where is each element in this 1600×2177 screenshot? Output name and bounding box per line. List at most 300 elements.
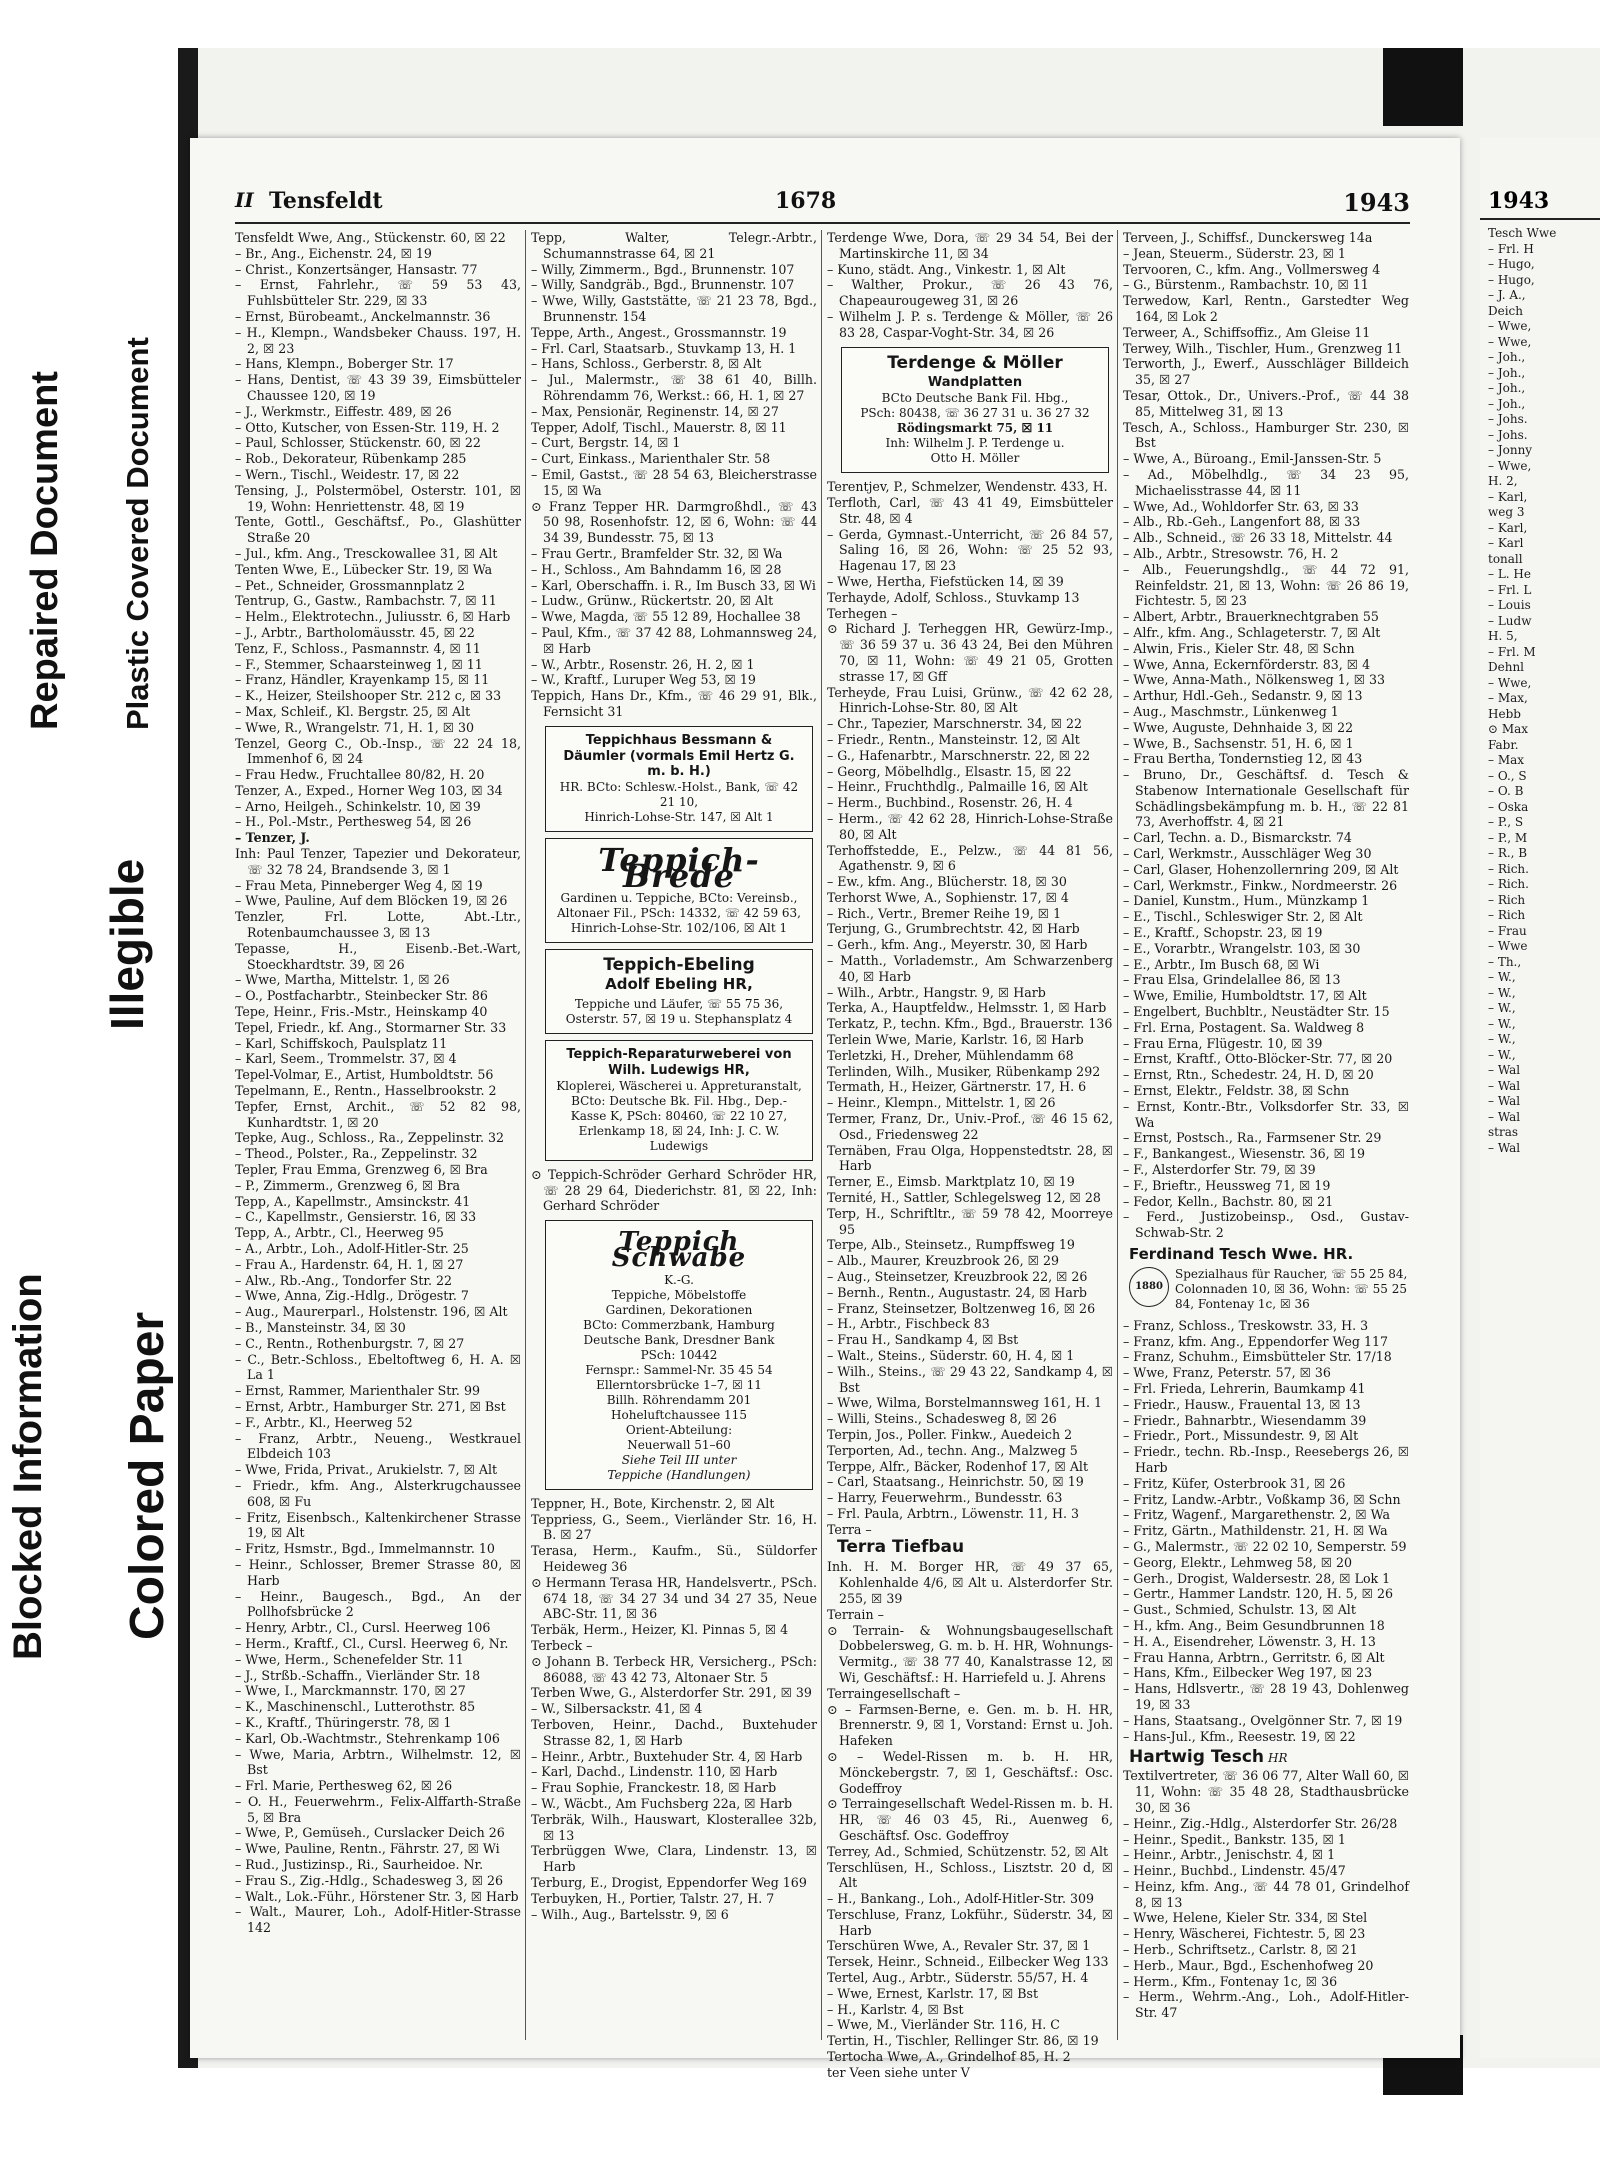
directory-entry: – Herb., Schriftsetz., Carlstr. 8, ☒ 21 [1123, 1942, 1358, 1958]
directory-entry: – Herm., Wehrm.-Ang., Loh., Adolf-Hitler-Str. 47 [1123, 1989, 1409, 2021]
directory-entry: – Wwe, [1488, 334, 1532, 349]
directory-entry: – G., Hafenarbtr., Marschnerstr. 22, ☒ 22 [827, 747, 1091, 763]
directory-entry: – C., Betr.-Schloss., Ebeltoftweg 6, H. A. ☒ La 1 [235, 1351, 521, 1383]
directory-entry: Terben Wwe, G., Alsterdorfer Str. 291, ☒ 39 [531, 1685, 812, 1701]
directory-entry: Tertocha Wwe, A., Grindelhof 85, H. 2 [827, 2049, 1071, 2065]
directory-entry: – Georg, Elektr., Lehmweg 58, ☒ 20 [1123, 1554, 1353, 1570]
directory-entry: – B., Mansteinstr. 34, ☒ 30 [235, 1319, 406, 1335]
directory-entry: – Ew., kfm. Ang., Blücherstr. 18, ☒ 30 [827, 874, 1067, 890]
directory-entry: – Friedr., Hausw., Frauental 13, ☒ 13 [1123, 1396, 1361, 1412]
directory-entry: Terburg, E., Drogist, Eppendorfer Weg 169 [531, 1874, 807, 1890]
directory-entry: – Albert, Arbtr., Brauerknechtgraben 55 [1123, 609, 1379, 625]
directory-entry: – R., B [1488, 846, 1528, 860]
directory-entry: – P., Zimmerm., Grenzweg 6, ☒ Bra [235, 1177, 460, 1193]
entry-list [827, 479, 1113, 1537]
directory-entry: – C., Rentn., Rothenburgstr. 7, ☒ 27 [235, 1335, 465, 1351]
directory-entry: – Frau Gertr., Bramfelder Str. 32, ☒ Wa [531, 545, 783, 561]
directory-entry: – Wwe, Helene, Kieler Str. 334, ☒ Stel [1123, 1910, 1368, 1926]
directory-entry: Tepp, A., Kapellmstr., Amsinckstr. 41 [235, 1193, 471, 1209]
directory-entry: – Heinr., Baugesch., Bgd., An der Pollhofsbrücke 2 [235, 1588, 521, 1620]
directory-entry: – Hans, Hdlsvertr., ☏ 28 19 43, Dohlenweg 19, ☒ 33 [1123, 1681, 1409, 1712]
adjacent-page-sliver [1480, 138, 1600, 2058]
directory-entry: – Franz, Steinsetzer, Boltzenweg 16, ☒ 26 [827, 1300, 1096, 1316]
directory-entry: – Ernst, Fahrlehr., ☏ 59 53 43, Fuhlsbütteler Str. 229, ☒ 33 [235, 277, 521, 309]
directory-entry: Tenz, F., Schloss., Pasmannstr. 4, ☒ 11 [235, 640, 481, 656]
label-blocked-information: Blocked Information [6, 1273, 50, 1660]
column-2 [531, 230, 817, 2040]
directory-entry: – Gerh., kfm. Ang., Meyerstr. 30, ☒ Harb [827, 937, 1088, 953]
ad-subtitle: Adolf Ebeling HR, [605, 975, 753, 994]
directory-entry: – Rich [1488, 908, 1526, 922]
directory-entry: – Herm., Kraftf., Cl., Cursl. Heerweg 6, Nr. [235, 1635, 509, 1651]
directory-entry: – Johs. [1488, 412, 1528, 426]
directory-entry: – Frl. H [1488, 241, 1534, 256]
directory-entry: – Bruno, Dr., Geschäftsf. d. Tesch & Stabenow Internationale Gesellschaft für Schädlingsbekämpfung m. b. H., ☏ 22 81 73, Averhoffstr. 4, ☒ 21 [1123, 767, 1409, 830]
directory-entry: Terentjev, P., Schmelzer, Wendenstr. 433, H. [827, 479, 1108, 495]
directory-entry: – Hans, Staatsang., Ovelgönner Str. 7, ☒ 19 [1123, 1712, 1403, 1728]
directory-entry: – K., Maschinenschl., Lutterothstr. 85 [235, 1699, 476, 1715]
directory-entry: Ternité, H., Sattler, Schlegelsweg 12, ☒ 28 [827, 1190, 1101, 1206]
directory-entry: – Carl, Werkmstr., Finkw., Nordmeerstr. 26 [1123, 877, 1398, 893]
directory-entry: – Frau Hedw., Fruchtallee 80/82, H. 20 [235, 767, 485, 783]
directory-entry: Terfloth, Carl, ☏ 43 41 49, Eimsbütteler Str. 48, ☒ 4 [827, 494, 1113, 526]
directory-entry: – K., Kraftf., Thüringerstr. 78, ☒ 1 [235, 1714, 452, 1730]
directory-entry: – O., Postfacharbtr., Steinbecker Str. 86 [235, 988, 488, 1004]
directory-entry: tonall [1488, 551, 1523, 566]
entry-list [531, 1496, 817, 1923]
directory-entry: – Wwe, Franz, Peterstr. 57, ☒ 36 [1123, 1365, 1331, 1381]
directory-entry: – Heinz, kfm. Ang., ☏ 44 78 01, Grindelhof 8, ☒ 13 [1123, 1878, 1409, 1910]
directory-entry: – Chr., Tapezier, Marschnerstr. 34, ☒ 22 [827, 716, 1083, 732]
directory-entry: Tesch, A., Schloss., Hamburger Str. 230, ☒ Bst [1123, 419, 1409, 451]
directory-entry: Tepke, Aug., Schloss., Ra., Zeppelinstr. 32 [235, 1130, 505, 1146]
directory-entry: – Friedr., techn. Rb.-Insp., Reesebergs 26, ☒ Harb [1123, 1444, 1409, 1475]
directory-entry: – Curt, Bergstr. 14, ☒ 1 [531, 435, 681, 451]
directory-entry: – Br., Ang., Eichenstr. 24, ☒ 19 [235, 245, 432, 261]
directory-entry: Terkatz, P., techn. Kfm., Bgd., Brauerstr. 136 [827, 1016, 1113, 1032]
directory-entry: – Ernst, Rtn., Schedestr. 24, H. D, ☒ 20 [1123, 1067, 1374, 1083]
directory-entry: – Wwe, [1488, 675, 1532, 690]
directory-entry: Terweer, A., Schiffsoffiz., Am Gleise 11 [1123, 324, 1371, 340]
directory-page [190, 138, 1460, 2080]
directory-entry: – W., [1488, 1032, 1516, 1046]
directory-entry: – Herm., Kfm., Fontenay 1c, ☒ 36 [1123, 1973, 1338, 1989]
directory-entry: ⊙ – Farmsen-Berne, e. Gen. m. b. H. HR, Brennerstr. 9, ☒ 1, Vorstand: Ernst u. Joh. Hafeken [827, 1701, 1113, 1749]
directory-entry: – E., Tischl., Schleswiger Str. 2, ☒ Alt [1123, 909, 1363, 925]
ad-title: Hartwig Tesch [1129, 1747, 1264, 1768]
ad-subtitle: Wandplatten [927, 375, 1023, 391]
ad-logo-text: Teppich Schwabe [611, 1227, 747, 1274]
directory-entry: – Ernst, Arbtr., Hamburger Str. 271, ☒ Bst [235, 1398, 506, 1414]
directory-entry: – Franz, Arbtr., Neueng., Westkrauel Elbdeich 103 [235, 1430, 521, 1462]
directory-entry: – Th., [1488, 954, 1522, 969]
directory-entry: – Daniel, Kunstm., Hum., Münzkamp 1 [1123, 893, 1370, 909]
directory-entry: – Wwe, A., Büroang., Emil-Janssen-Str. 5 [1123, 451, 1382, 467]
directory-entry: – Alwin, Fris., Kieler Str. 48, ☒ Schn [1123, 640, 1355, 656]
directory-entry: – Georg, Möbelhdlg., Elsastr. 15, ☒ 22 [827, 763, 1072, 779]
ad-line: Inh: Wilhelm J. P. Terdenge u. [885, 436, 1065, 451]
directory-entry: Terschüren Wwe, A., Revaler Str. 37, ☒ 1 [827, 1938, 1091, 1954]
directory-entry: – Aug., Maschmstr., Lünkenweg 1 [1123, 703, 1339, 719]
directory-entry: – Wern., Tischl., Weidestr. 17, ☒ 22 [235, 466, 460, 482]
directory-entry: – Frau Bertha, Tondernstieg 12, ☒ 43 [1123, 751, 1363, 767]
directory-entry: – Wwe, Frida, Privat., Arukielstr. 7, ☒ Alt [235, 1462, 498, 1478]
directory-entry: Terner, E., Eimsb. Marktplatz 10, ☒ 19 [827, 1174, 1075, 1190]
column-3 [827, 230, 1113, 2080]
ad-ebeling [545, 949, 813, 1035]
directory-entry: – Heinr., Arbtr., Jenischstr. 4, ☒ 1 [1123, 1847, 1336, 1863]
ad-line: Fernspr.: Sammel-Nr. 35 45 54 [585, 1362, 773, 1377]
ad-line: Hoheluftchaussee 115 [611, 1407, 747, 1422]
directory-entry: – Carl, Staatsang., Heinrichstr. 50, ☒ 19 [827, 1474, 1084, 1490]
directory-entry: – Wwe, Pauline, Auf dem Blöcken 19, ☒ 26 [235, 893, 508, 909]
directory-entry: – Theod., Polster., Ra., Zeppelinstr. 32 [235, 1146, 478, 1162]
directory-entry: – Jean, Steuerm., Süderstr. 23, ☒ 1 [1123, 245, 1346, 261]
directory-entry: Ternäben, Frau Olga, Hoppenstedtstr. 28, ☒ Harb [827, 1142, 1113, 1174]
directory-entry: Tepler, Frau Emma, Grenzweg 6, ☒ Bra [235, 1162, 488, 1178]
directory-entry: – A., Arbtr., Loh., Adolf-Hitler-Str. 25 [235, 1241, 469, 1256]
ad-reparatur [545, 1040, 813, 1161]
directory-entry: – Aug., Steinsetzer, Kreuzbrook 22, ☒ 26 [827, 1269, 1088, 1285]
directory-entry: Termath, H., Heizer, Gärtnerstr. 17, H. 6 [827, 1079, 1087, 1095]
directory-entry: – Walt., Maurer, Loh., Adolf-Hitler-Strasse 142 [235, 1904, 521, 1936]
ad-title: Ferdinand Tesch Wwe. HR. [1129, 1245, 1354, 1263]
directory-entry: Tepasse, H., Eisenb.-Bet.-Wart, Stoeckhardtstr. 39, ☒ 26 [235, 940, 521, 972]
ad-line: Gardinen, Dekorationen [605, 1302, 753, 1317]
directory-entry: – Louis [1488, 598, 1531, 612]
directory-entry: – Wilh., Aug., Bartelsstr. 9, ☒ 6 [531, 1906, 729, 1922]
directory-entry: Terhayde, Adolf, Schloss., Stuvkamp 13 [827, 589, 1080, 605]
directory-entry: – Heinr., Arbtr., Buxtehuder Str. 4, ☒ Harb [531, 1748, 803, 1764]
directory-entry: – Fritz, Eisenbsch., Kaltenkirchener Strasse 19, ☒ Alt [235, 1509, 521, 1541]
directory-entry: ⊙ Johann B. Terbeck HR, Versicherg., PSch: 86088, ☏ 43 42 73, Altonaer Str. 5 [531, 1653, 817, 1685]
directory-entry: – Henry, Wäscherei, Fichtestr. 5, ☒ 23 [1123, 1926, 1366, 1942]
directory-entry: – Herm., Buchbind., Rosenstr. 26, H. 4 [827, 795, 1073, 811]
directory-entry: – Heinr., Klempn., Mittelstr. 1, ☒ 26 [827, 1095, 1056, 1111]
directory-entry: stras [1488, 1125, 1519, 1139]
directory-entry: – Ferd., Justizobeinsp., Osd., Gustav-Schwab-Str. 2 [1123, 1209, 1409, 1241]
directory-entry: – F., Alsterdorfer Str. 79, ☒ 39 [1123, 1162, 1316, 1178]
directory-entry: – Fritz, Küfer, Osterbrook 31, ☒ 26 [1123, 1475, 1346, 1491]
ad-ferdinand [1129, 1247, 1409, 1312]
directory-entry: – Aug., Maurerparl., Holstenstr. 196, ☒ Alt [235, 1304, 508, 1320]
directory-entry: – Wwe, Anna, Eckernförderstr. 83, ☒ 4 [1123, 656, 1371, 672]
directory-entry: – Ernst, Kraftf., Otto-Blöcker-Str. 77, ☒ 20 [1123, 1051, 1393, 1067]
directory-entry: – Jonny [1488, 443, 1533, 457]
directory-entry: – E., Vorarbtr., Wrangelstr. 103, ☒ 30 [1123, 940, 1361, 956]
directory-entry: – Frau Sophie, Franckestr. 18, ☒ Harb [531, 1780, 777, 1796]
directory-entry: – Wal [1488, 1063, 1521, 1077]
directory-entry: – Karl, Dachd., Lindenstr. 110, ☒ Harb [531, 1764, 778, 1780]
directory-entry: Terlein Wwe, Marie, Karlstr. 16, ☒ Harb [827, 1032, 1084, 1048]
directory-entry: – F., Bankangest., Wiesenstr. 36, ☒ 19 [1123, 1146, 1366, 1162]
directory-entry: – Paul, Kfm., ☏ 37 42 88, Lohmannsweg 24, ☒ Harb [531, 624, 817, 656]
ad-schwabe [545, 1220, 813, 1490]
directory-entry: – Wwe, Maria, Arbtrn., Wilhelmstr. 12, ☒ Bst [235, 1746, 521, 1778]
directory-entry: – W., Arbtr., Rosenstr. 26, H. 2, ☒ 1 [531, 656, 755, 672]
directory-entry: – Fritz, Gärtn., Mathildenstr. 21, H. ☒ Wa [1123, 1523, 1388, 1539]
directory-entry: ⊙ Terraingesellschaft Wedel-Rissen m. b. H. HR, ☏ 46 03 45, Ri., Auenweg 6, Geschäftsf. Osc. Godeffroy [827, 1796, 1113, 1843]
ad-line: Kloplerei, Wäscherei u. Appreturanstalt, BCto: Deutsche Bk. Fil. Hbg., Dep.-Kasse K, PSch: 80460, ☏ 22 10 27, Erlenkamp 18, ☒ 24, Inh: J. C. W. Ludewigs [556, 1078, 802, 1153]
directory-entry: – Rud., Justizinsp., Ri., Saurheidoe. Nr. [235, 1857, 484, 1873]
entry-list [531, 230, 817, 720]
ad-line: Ellerntorsbrücke 1–7, ☒ 11 [596, 1377, 762, 1392]
directory-entry: Terrain – [827, 1606, 884, 1622]
ad-terra-title: Terra Tiefbau [837, 1536, 965, 1557]
directory-entry: Terdenge Wwe, Dora, ☏ 29 34 54, Bei der Martinskirche 11, ☒ 34 [827, 230, 1113, 261]
directory-entry: – Franz, Händler, Krayenkamp 15, ☒ 11 [235, 672, 490, 688]
directory-entry: Tesar, Ottok., Dr., Univers.-Prof., ☏ 44 38 85, Mittelweg 31, ☒ 13 [1123, 387, 1409, 419]
directory-entry: Terhegen – [827, 605, 898, 621]
directory-entry: – J., Strßb.-Schaffn., Vierländer Str. 18 [235, 1667, 481, 1683]
directory-entry: Tervooren, C., kfm. Ang., Vollmersweg 4 [1123, 261, 1381, 277]
directory-entry: Terbrüggen Wwe, Clara, Lindenstr. 13, ☒ Harb [531, 1843, 817, 1875]
directory-entry: – Wal [1488, 1109, 1521, 1124]
directory-entry: – Wilhelm J. P. s. Terdenge & Möller, ☏ 26 83 28, Caspar-Voght-Str. 34, ☒ 26 [827, 308, 1113, 340]
directory-entry: – F., Arbtr., Kl., Heerweg 52 [235, 1414, 413, 1430]
directory-entry: – Heinr., Fruchthdlg., Palmaille 16, ☒ Alt [827, 779, 1088, 795]
ad-line: HR. BCto: Schlesw.-Holst., Bank, ☏ 42 21 10, [559, 780, 799, 810]
directory-entry: – Fritz, Landw.-Arbtr., Voßkamp 36, ☒ Schn [1123, 1491, 1401, 1507]
directory-entry: – Walther, Prokur., ☏ 26 43 76, Chapeaurougeweg 31, ☒ 26 [827, 277, 1113, 309]
directory-entry: – Joh., [1488, 365, 1526, 380]
directory-entry: – O., S [1488, 768, 1527, 783]
directory-entry: – W., Silbersackstr. 41, ☒ 4 [531, 1701, 703, 1717]
directory-entry: Hebb [1488, 706, 1521, 721]
directory-entry: – Bernh., Rentn., Augustastr. 24, ☒ Harb [827, 1284, 1087, 1300]
directory-entry: – Frl. Erna, Postagent. Sa. Waldweg 8 [1123, 1019, 1365, 1035]
directory-entry: – H., Schloss., Am Bahndamm 16, ☒ 28 [531, 561, 782, 577]
directory-entry: ⊙ – Wedel-Rissen m. b. H. HR, Mönckebergstr. 7, ☒ 1, Geschäftsf.: Osc. Godeffroy [827, 1748, 1113, 1796]
directory-entry: Tepp, A., Arbtr., Cl., Heerweg 95 [235, 1225, 444, 1241]
directory-entry: – Frl. Paula, Arbtrn., Löwenstr. 11, H. 3 [827, 1505, 1080, 1521]
directory-entry: – F., Brieftr., Heussweg 71, ☒ 19 [1123, 1177, 1331, 1193]
directory-entry: Teppe, Arth., Angest., Grossmannstr. 19 [531, 324, 787, 340]
directory-entry: – Franz, Schloss., Treskowstr. 33, H. 3 [1123, 1317, 1369, 1333]
redaction-block-top [1383, 48, 1463, 126]
directory-entry: – Wwe, Willy, Gaststätte, ☏ 21 23 78, Bgd., Brunnenstr. 154 [531, 293, 817, 324]
directory-entry: – Wwe, Ernest, Karlstr. 17, ☒ Bst [827, 1985, 1039, 2001]
directory-entry: – Engelbert, Buchbltr., Neustädter Str. 15 [1123, 1004, 1390, 1020]
directory-entry: – Ludw., Grünw., Rückertstr. 20, ☒ Alt [531, 593, 774, 609]
directory-entry: – Wwe [1488, 939, 1528, 953]
directory-entry: – Friedr., Port., Missundestr. 9, ☒ Alt [1123, 1428, 1359, 1444]
directory-entry: – Curt, Einkass., Marienthaler Str. 58 [531, 451, 771, 467]
directory-entry: – Wwe, B., Sachsenstr. 51, H. 6, ☒ 1 [1123, 735, 1354, 751]
directory-entry: ⊙ Richard J. Terheggen HR, Gewürz-Imp., ☏ 36 59 37 u. 36 43 24, Bei den Mühren 70, ☒ 11, Wohn: ☏ 49 21 05, Grotten strasse 17, ☒ Gff [827, 621, 1113, 684]
directory-entry: – Wwe, Anna, Zig.-Hdlg., Drögestr. 7 [235, 1288, 469, 1304]
ad-title: Teppich-Reparaturweberei von Wilh. Ludewigs HR, [566, 1047, 792, 1079]
directory-entry: Terporten, Ad., techn. Ang., Malzweg 5 [827, 1442, 1078, 1458]
directory-entry: – J. A., [1488, 288, 1526, 302]
directory-entry: – Otto, Kutscher, von Essen-Str. 119, H. 2 [235, 419, 500, 435]
column-rule [525, 230, 526, 2040]
directory-entry: Tepp, Walter, Telegr.-Arbtr., Schumannstrasse 64, ☒ 21 [531, 230, 817, 261]
directory-entry: – Wwe, Ad., Wohldorfer Str. 63, ☒ 33 [1123, 498, 1359, 514]
ad-line: Rödingsmarkt 75, ☒ 11 [896, 421, 1054, 436]
directory-entry: Tenzler, Frl. Lotte, Abt.-Ltr., Rotenbaumchaussee 3, ☒ 13 [235, 909, 521, 941]
entry-list [1123, 1768, 1409, 2021]
directory-entry: – Wwe, [1488, 319, 1532, 333]
directory-entry: Terlinden, Wilh., Musiker, Rübenkamp 292 [827, 1063, 1101, 1079]
directory-entry: – Ernst, Postsch., Ra., Farmsener Str. 29 [1123, 1130, 1382, 1146]
directory-entry: Terschluse, Franz, Lokführ., Süderstr. 34, ☒ Harb [827, 1906, 1113, 1938]
directory-entry: – Wal [1488, 1094, 1521, 1108]
directory-entry: Terjung, G., Grumbrechtstr. 42, ☒ Harb [827, 921, 1080, 937]
directory-entry: – Arthur, Hdl.-Geh., Sedanstr. 9, ☒ 13 [1123, 688, 1363, 704]
directory-entry: – G., Malermstr., ☏ 22 02 10, Semperstr. 59 [1123, 1538, 1407, 1554]
directory-entry: – K., Heizer, Steilshooper Str. 212 c, ☒ 33 [235, 688, 502, 704]
directory-entry: – Karl, [1488, 489, 1528, 504]
directory-entry: – Emil, Gastst., ☏ 28 54 63, Bleicherstrasse 15, ☒ Wa [531, 466, 817, 498]
ad-line: Orient-Abteilung: [625, 1422, 733, 1437]
directory-entry: – H., Klempn., Wandsbeker Chauss. 197, H. 2, ☒ 23 [235, 324, 521, 356]
directory-entry: ⊙ Hermann Terasa HR, Handelsvertr., PSch. 674 18, ☏ 34 27 34 und 34 27 35, Neue ABC-Str. 11, ☒ 36 [531, 1574, 817, 1622]
directory-entry: Terppe, Alfr., Bäcker, Rodenhof 17, ☒ Alt [827, 1458, 1089, 1474]
directory-entry: – L. He [1488, 567, 1531, 581]
directory-entry: Terpe, Alb., Steinsetz., Rumpffsweg 19 [827, 1237, 1075, 1253]
ad-hartwig [1129, 1747, 1409, 1768]
directory-entry: Inh: Paul Tenzer, Tapezier und Dekorateur, ☏ 32 78 24, Brandsende 3, ☒ 1 [235, 846, 521, 877]
directory-entry: Terheyde, Frau Luisi, Grünw., ☏ 42 62 28, Hinrich-Lohse-Str. 80, ☒ Alt [827, 684, 1113, 716]
directory-entry: – Frau Hanna, Arbtrn., Gerritstr. 6, ☒ Alt [1123, 1649, 1385, 1665]
column-rule [821, 230, 822, 2040]
directory-entry: Dehnl [1488, 660, 1525, 674]
directory-entry: Tente, Gottl., Geschäftsf., Po., Glashütter Straße 20 [235, 514, 521, 546]
directory-entry: Terwey, Wilh., Tischler, Hum., Grenzweg 11 [1123, 340, 1403, 356]
directory-entry: Terhoffstedde, E., Pelzw., ☏ 44 81 56, Agathenstr. 9, ☒ 6 [827, 842, 1113, 874]
directory-entry: – Helm., Elektrotechn., Juliusstr. 6, ☒ Harb [235, 609, 511, 625]
directory-entry: Tersek, Heinr., Schneid., Eilbecker Weg 133 [827, 1954, 1109, 1970]
directory-entry: – Rob., Dekorateur, Rübenkamp 285 [235, 451, 467, 467]
directory-entry: – Frau H., Sandkamp 4, ☒ Bst [827, 1332, 1019, 1348]
directory-entry: Teppich, Hans Dr., Kfm., ☏ 46 29 91, Blk., Fernsicht 31 [531, 688, 817, 719]
directory-entry: – Tenzer, J. [235, 830, 310, 846]
directory-entry: – Willy, Zimmerm., Bgd., Brunnenstr. 107 [531, 261, 795, 277]
ad-line: PSch: 10442 [640, 1347, 718, 1362]
directory-entry: – Herb., Maur., Bgd., Eschenhofweg 20 [1123, 1957, 1374, 1973]
ad-tag: HR [1268, 1751, 1288, 1766]
directory-entry: Terletzki, H., Dreher, Mühlendamm 68 [827, 1047, 1074, 1063]
page-header [235, 186, 1410, 224]
adjacent-page-year: 1943 [1480, 138, 1600, 220]
directory-entry: Terhorst Wwe, A., Sophienstr. 17, ☒ 4 [827, 889, 1069, 905]
directory-entry: Tepper, Adolf, Tischl., Mauerstr. 8, ☒ 11 [531, 419, 787, 435]
adjacent-page-lines [1480, 220, 1600, 1156]
directory-entry: – Christ., Konzertsänger, Hansastr. 77 [235, 261, 478, 277]
directory-entry: – Franz, Schuhm., Eimsbütteler Str. 17/18 [1123, 1349, 1392, 1365]
directory-entry: – Hugo, [1488, 272, 1535, 287]
directory-entry: – Wwe, Magda, ☏ 55 12 89, Hochallee 38 [531, 609, 801, 625]
directory-entry: – Pet., Schneider, Grossmannplatz 2 [235, 577, 465, 593]
column-rule [1117, 230, 1118, 2040]
directory-entry: – Gerh., Drogist, Waldersestr. 28, ☒ Lok 1 [1123, 1570, 1391, 1586]
directory-entry: – Franz, kfm. Ang., Eppendorfer Weg 117 [1123, 1333, 1388, 1349]
directory-entry: – Wilh., Arbtr., Hangstr. 9, ☒ Harb [827, 984, 1046, 1000]
directory-entry: – Alb., Arbtr., Stresowstr. 76, H. 2 [1123, 545, 1339, 561]
directory-entry: Tepe, Heinr., Fris.-Mstr., Heinskamp 40 [235, 1004, 488, 1020]
directory-entry: Terpin, Jos., Poller. Finkw., Auedeich 2 [827, 1426, 1073, 1442]
directory-entry: Tenzel, Georg C., Ob.-Insp., ☏ 22 24 18, Immenhof 6, ☒ 24 [235, 735, 521, 767]
directory-entry: – Ernst, Elektr., Feldstr. 38, ☒ Schn [1123, 1083, 1350, 1099]
directory-entry: – P., S [1488, 815, 1524, 829]
directory-entry: H. 5, [1488, 629, 1518, 643]
directory-entry: – H., Pol.-Mstr., Perthesweg 54, ☒ 26 [235, 814, 472, 830]
directory-entry: Terraingesellschaft – [827, 1685, 961, 1701]
ad-line: Hinrich-Lohse-Str. 147, ☒ Alt 1 [584, 810, 774, 825]
entry-list [827, 1559, 1113, 2080]
directory-entry: – Karl, Seem., Trommelstr. 37, ☒ 4 [235, 1051, 457, 1067]
directory-entry: – Frau [1488, 923, 1527, 938]
directory-entry: Terschlüsen, H., Schloss., Lisztstr. 20 d, ☒ Alt [827, 1859, 1113, 1891]
directory-entry: – Wwe, P., Gemüseh., Curslacker Deich 26 [235, 1825, 505, 1841]
seal-icon: 1880 [1129, 1267, 1169, 1307]
directory-entry: – Wal [1488, 1078, 1521, 1093]
directory-entry: – Frau A., Hardenstr. 64, H. 1, ☒ 27 [235, 1256, 464, 1272]
entry-list [827, 230, 1113, 341]
directory-entry: Tepelmann, E., Rentn., Hasselbrookstr. 2 [235, 1083, 497, 1099]
directory-entry: – Joh., [1488, 350, 1526, 364]
directory-entry: – Frl. Carl, Staatsarb., Stuvkamp 13, H. 1 [531, 340, 797, 356]
ad-line: Siehe Teil III unter [621, 1452, 737, 1467]
directory-entry: – Alb., Schneid., ☏ 26 33 18, Mittelstr. 44 [1123, 530, 1393, 546]
directory-entry: Terbeck – [531, 1638, 593, 1654]
directory-entry: – Hans, Kfm., Eilbecker Weg 197, ☒ 23 [1123, 1665, 1373, 1681]
label-colored-paper: Colored Paper [121, 1311, 174, 1640]
directory-entry: – Frau S., Zig.-Hdlg., Schadesweg 3, ☒ 26 [235, 1872, 504, 1888]
directory-entry: – Rich. [1488, 877, 1529, 891]
ad-logo-text: Teppich-Brede [598, 841, 760, 895]
directory-entry: – Frl. Frieda, Lehrerin, Baumkamp 41 [1123, 1380, 1366, 1396]
directory-entry: – W., [1488, 985, 1516, 1000]
ad-line: Otto H. Möller [930, 451, 1020, 466]
directory-entry: – Wwe, Emilie, Humboldtstr. 17, ☒ Alt [1123, 988, 1367, 1004]
directory-entry: – Arno, Heilgeh., Schinkelstr. 10, ☒ 39 [235, 798, 481, 814]
page-year: 1943 [1343, 188, 1410, 217]
directory-entry: Teppner, H., Bote, Kirchenstr. 2, ☒ Alt [531, 1495, 775, 1511]
directory-entry: Tertel, Aug., Arbtr., Süderstr. 55/57, H. 4 [827, 1970, 1089, 1986]
directory-entry: – Hans, Klempn., Boberger Str. 17 [235, 356, 454, 372]
directory-entry: – Wwe, Auguste, Dehnhaide 3, ☒ 22 [1123, 719, 1354, 735]
directory-entry: Tepfer, Ernst, Archit., ☏ 52 82 98, Kunhardtstr. 1, ☒ 20 [235, 1098, 521, 1130]
directory-entry: – W., Wäcbt., Am Fuchsberg 22a, ☒ Harb [531, 1796, 793, 1811]
directory-entry: – Wal [1488, 1140, 1521, 1155]
directory-entry: – Joh., [1488, 381, 1526, 395]
directory-entry: – Wwe, [1488, 458, 1532, 473]
ad-line: Billh. Röhrendamm 201 [606, 1392, 752, 1407]
directory-entry: Inh. H. M. Borger HR, ☏ 49 37 65, Kohlenhalde 4/6, ☒ Alt u. Alsterdorfer Str. 255, ☒ 39 [827, 1559, 1113, 1606]
directory-entry: Terra – [827, 1521, 872, 1537]
directory-entry: – Ernst, Bürobeamt., Anckelmannstr. 36 [235, 308, 491, 324]
directory-entry: – Wwe, R., Wrangelstr. 71, H. 1, ☒ 30 [235, 719, 475, 735]
label-repaired-document: Repaired Document [24, 371, 66, 730]
ad-line: Osterstr. 57, ☒ 19 u. Stephansplatz 4 [565, 1012, 793, 1027]
directory-entry: – Willi, Steins., Schadesweg 8, ☒ 26 [827, 1411, 1057, 1427]
directory-entry: – Rich. [1488, 861, 1529, 876]
ad-body [1129, 1267, 1409, 1312]
ad-line: Gardinen u. Teppiche, BCto: Vereinsb., [560, 890, 798, 905]
directory-entry: – Jul., Malermstr., ☏ 38 61 40, Billh. Röhrendamm 76, Werkst.: 66, H. 1, ☒ 27 [531, 372, 817, 403]
directory-entry: – Karl [1488, 536, 1524, 550]
ad-title: Teppichhaus Bessmann & Däumler (vormals Emil Hertz G. m. b. H.) [563, 732, 795, 780]
directory-entry: – Friedr., kfm. Ang., Alsterkrugchaussee 608, ☒ Fu [235, 1477, 521, 1509]
directory-entry: – Alb., Maurer, Kreuzbrook 26, ☒ 29 [827, 1253, 1059, 1269]
directory-entry: – Frau Meta, Pinneberger Weg 4, ☒ 19 [235, 877, 483, 893]
directory-entry: – Karl, Ob.-Wachtmstr., Stehrenkamp 106 [235, 1730, 500, 1746]
ad-line: Teppiche und Läufer, ☏ 55 75 36, [574, 997, 784, 1012]
directory-entry: – Fritz, Hsmstr., Bgd., Immelmannstr. 10 [235, 1541, 495, 1557]
directory-entry: – Wilh., Steins., ☏ 29 43 22, Sandkamp 4, ☒ Bst [827, 1363, 1113, 1395]
